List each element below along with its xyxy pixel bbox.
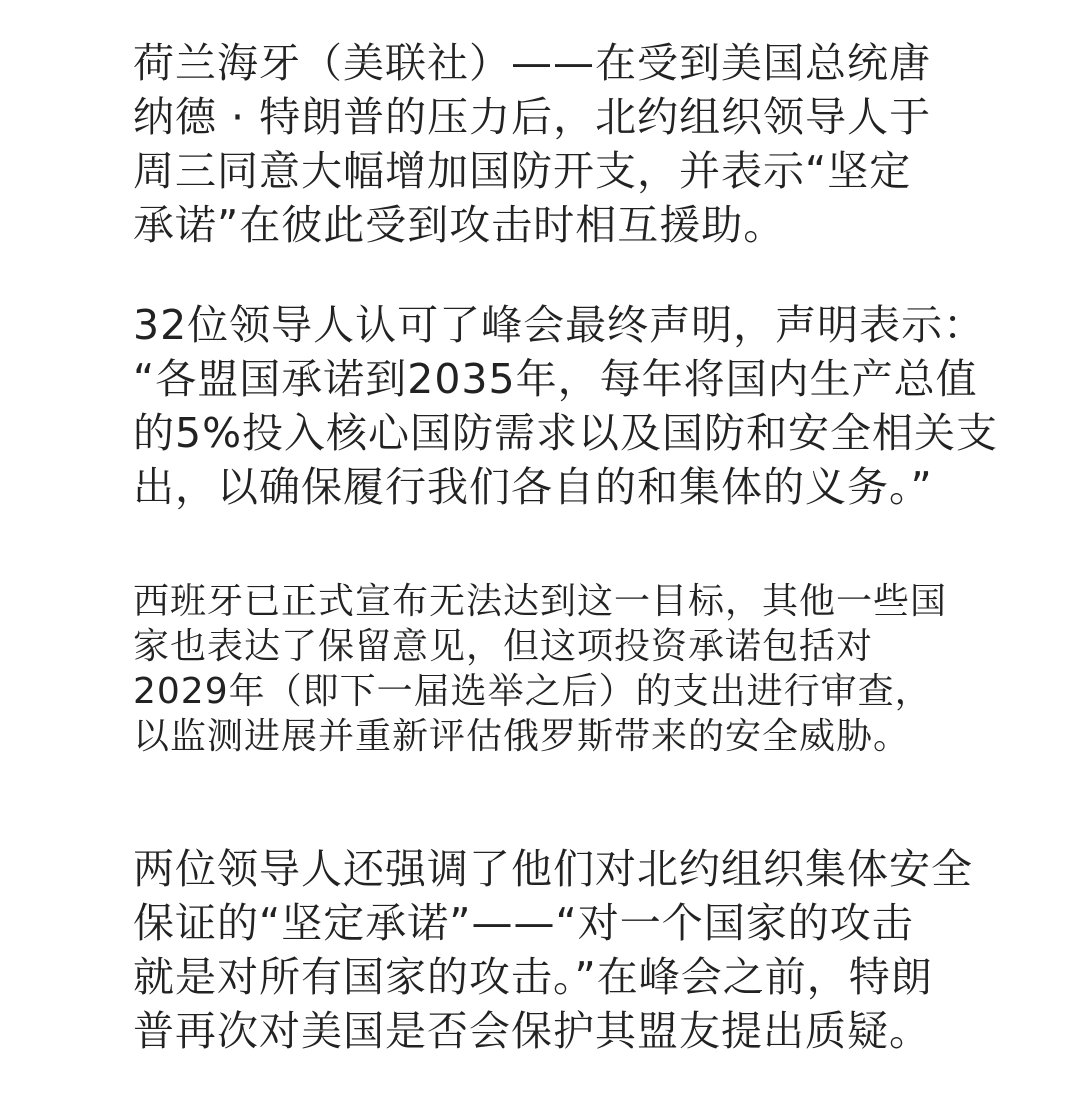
paragraph-line: 32位领导人认可了峰会最终声明，声明表示：	[133, 301, 986, 349]
article-paragraph-4	[133, 842, 973, 1058]
paragraph-line: 两位领导人还强调了他们对北约组织集体安全	[133, 845, 973, 893]
paragraph-line: “各盟国承诺到2035年，每年将国内生产总值	[133, 355, 978, 403]
paragraph-line: 荷兰海牙（美联社）——在受到美国总统唐	[133, 39, 931, 87]
paragraph-line: 家也表达了保留意见，但这项投资承诺包括对	[133, 626, 874, 667]
paragraph-line: 就是对所有国家的攻击。”在峰会之前，特朗	[133, 953, 933, 1001]
paragraph-line: 西班牙已正式宣布无法达到这一目标，其他一些国	[133, 581, 948, 622]
paragraph-line: 承诺”在彼此受到攻击时相互援助。	[133, 201, 786, 249]
paragraph-line: 周三同意大幅增加国防开支，并表示“坚定	[133, 147, 912, 195]
article-paragraph-1	[133, 36, 931, 252]
paragraph-line: 纳德 · 特朗普的压力后，北约组织领导人于	[133, 93, 932, 141]
article-paragraph-3	[133, 579, 947, 759]
article-paragraph-2	[133, 298, 998, 514]
paragraph-line: 普再次对美国是否会保护其盟友提出质疑。	[133, 1007, 931, 1055]
paragraph-line: 保证的“坚定承诺”——“对一个国家的攻击	[133, 899, 914, 947]
paragraph-line: 的5%投入核心国防需求以及国防和安全相关支	[133, 409, 999, 457]
paragraph-line: 以监测进展并重新评估俄罗斯带来的安全威胁。	[133, 716, 911, 757]
paragraph-line: 出，以确保履行我们各自的和集体的义务。”	[133, 463, 933, 511]
paragraph-line: 2029年（即下一届选举之后）的支出进行审查，	[133, 671, 932, 712]
